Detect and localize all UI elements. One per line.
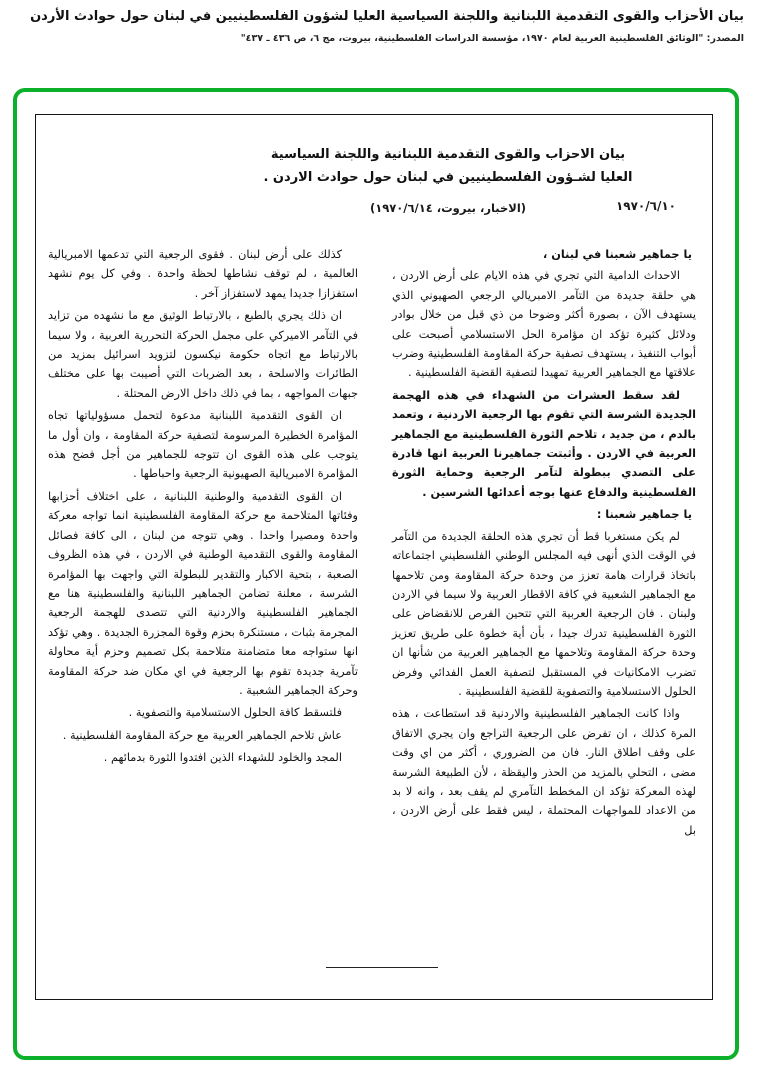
date-row — [218, 199, 678, 221]
header-title: بيان الأحزاب والقوى التقدمية اللبنانية واللجنة السياسية العليا لشؤون الفلسطينيين في لبنان حول حوادث الأردن — [30, 9, 744, 24]
lead-line: يا جماهير شعبنا : — [596, 508, 692, 522]
page-header — [14, 8, 744, 44]
document-citation: (الاخبار، بيروت، ١٩٧٠/٦/١٤) — [369, 201, 527, 215]
paragraph: واذا كانت الجماهير الفلسطينية والاردنية قد استطاعت ، هذه المرة كذلك ، ان تفرض على الرجعية التراجع وان يجري الاتفاق على وقف اطلاق النار. فان من الضروري ، أكثر من اي وقت مضى ، التحلي بالمزيد من الحذر واليقظة ، لأن الطبيعة الشرسة لهذه المعركة تؤكد ان المخطط التآمري لم يقف بعد ، وانه لا بد من الاعداد للمواجهات المحتملة ، ليس فقط على أرض الاردن ، بل — [392, 707, 696, 837]
text-column-right — [392, 245, 696, 843]
paragraph: الاحداث الدامية التي تجري في هذه الايام على أرض الاردن ، هي حلقة جديدة من التآمر الامبريالي الرجعي الصهيوني الذي يستهدف الآن ، بصورة أكثر وضوحا من ذي قبل من خلال بوادر ودلائل كثيرة تؤكد ان مؤامرة الحل الاستسلامي أصبحت على أبواب التنفيذ ، يستهدف تصفية حركة المقاومة الفلسطينية وضرب علاقتها مع الجماهير العربية تمهيدا لتصفية القضية الفلسطينية . — [392, 269, 696, 380]
paragraph: المجد والخلود للشهداء الذين افتدوا الثورة بدمائهم . — [103, 751, 342, 765]
document-date: ١٩٧٠/٦/١٠ — [615, 199, 676, 213]
scanned-document — [35, 114, 713, 1000]
paragraph: لم يكن مستغربا قط أن تجري هذه الحلقة الجديدة من التآمر في الوقت الذي أنهى فيه المجلس الوطني الفلسطيني اجتماعاته باتخاذ قرارات هامة تعزز من وحدة حركة المقاومة ومن تلاحمها مع الجماهير الشعبية في كافة الاقطار العربية ولا سيما في الاردن ولبنان . فان الرجعية العربية التي تتحين الفرص للانقضاض على الثورة الفلسطينية تدرك جيدا ، بأن أية خطوة على طريق تعزيز وحدة حركة المقاومة وتلاحمها مع الجماهير العربية من شأنها ان تضرب الامكانيات في المستقبل لتصفية العمل الفدائي وفرض الحلول الاستسلامية والتصفوية للقضية الفلسطينية . — [392, 529, 696, 698]
paragraph: عاش تلاحم الجماهير العربية مع حركة المقاومة الفلسطينية . — [62, 728, 342, 742]
paragraph: ان القوى التقدمية اللبنانية مدعوة لتحمل مسؤولياتها تجاه المؤامرة الخطيرة المرسومة لتصفية حركة المقاومة ، وان أول ما يتوجب على هذه القوى ان تتوجه للجماهير من أجل فضح هذه المؤامرة الامبريالية الصهيونية الرجعية واحباطها . — [48, 409, 358, 481]
paragraph: ان ذلك يجري بالطبع ، بالارتباط الوثيق مع ما نشهده من تزايد في التآمر الاميركي على مجمل الحركة التحررية العربية ، ولا سيما بالارتباط مع اتجاه حكومة نيكسون لتزويد اسرائيل بمزيد من الطائرات والاسلحة ، بعد الضربات التي أصيبت بها على مختلف جبهات المواجهه ، بما في ذلك داخل الارض المحتلة . — [48, 309, 358, 400]
document-title — [218, 143, 678, 189]
end-divider — [326, 967, 438, 968]
document-title-line-2: العليا لشـؤون الفلسطينيين في لبنان حول حوادث الاردن . — [263, 170, 633, 185]
document-title-line-1: بيان الاحزاب والقوى التقدمية اللبنانية واللجنة السياسية — [270, 147, 626, 162]
paragraph: كذلك على أرض لبنان . فقوى الرجعية التي تدعمها الامبريالية العالمية ، لم توقف نشاطها لحظة واحدة . وفي كل يوم نشهد استفزازا جديدا يمهد لاستفزاز آخر . — [48, 248, 358, 300]
paragraph: فلتسقط كافة الحلول الاستسلامية والتصفوية . — [128, 706, 342, 720]
paragraph: لقد سقط العشرات من الشهداء في هذه الهجمة الجديدة الشرسة التي تقوم بها الرجعية الاردنية ، وتعمد بالدم ، من جديد ، تلاحم الثورة الفلسطينية مع الجماهير العربية في الاردن . وأثبتت جماهيرنا العربية انها قادرة على التصدي ببطولة لتآمر الرجعية وحماية الثورة الفلسطينية والدفاع عنها بوجه أعدائها الشرسين . — [392, 388, 696, 499]
text-column-left — [48, 245, 358, 771]
green-border-frame — [13, 88, 739, 1060]
header-source-citation: المصدر: "الوثائق الفلسطينية العربية لعام ١٩٧٠، مؤسسة الدراسات الفلسطينية، بيروت، مج ٦، ص ٤٣٦ ـ ٤٣٧" — [240, 33, 744, 44]
lead-line: يا جماهير شعبنا في لبنان ، — [543, 248, 692, 261]
paragraph: ان القوى التقدمية والوطنية اللبنانية ، على اختلاف أحزابها وفئاتها المتلاحمة مع حركة المقاومة الفلسطينية انما تواجه معركة واحدة ومصيرا واحدا . وهي تتوجه من لبنان ، الى كافة فصائل المقاومة والقوى التقدمية الوطنية في الاردن ، في هذه الظروف الصعبة ، بتحية الاكبار والتقدير للبطولة التي واجهت بها المؤامرة الشرسة ، معلنة تضامن الجماهير اللبنانية والفلسطينية هنا مع الجماهير الفلسطينية والاردنية التي تتصدى للهجمة الرجعية المجرمة بثبات ، مستنكرة بحزم وقوة المجزرة الجديدة . وهي تؤكد انها ستواجه معا متضامنة متلاحمة بكل تصميم وحزم أية محاولة تآمرية جديدة تقوم بها الرجعية في اي مكان ضد حركة المقاومة وحركة الجماهير الشعبية . — [48, 489, 358, 697]
